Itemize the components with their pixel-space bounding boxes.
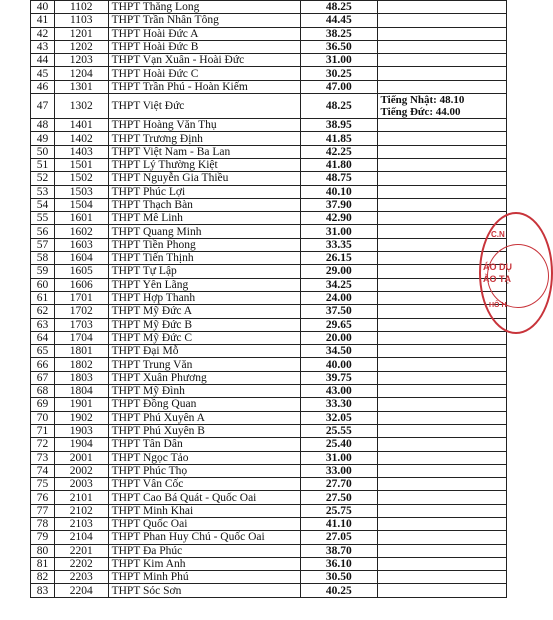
table-row bbox=[31, 544, 507, 557]
school-code-cell: 1503 bbox=[54, 185, 108, 198]
table-row bbox=[31, 385, 507, 398]
score-cell: 32.05 bbox=[301, 411, 377, 424]
school-name-cell: THPT Tự Lập bbox=[108, 265, 301, 278]
school-code-cell: 1604 bbox=[54, 252, 108, 265]
row-number-cell: 61 bbox=[31, 291, 55, 304]
row-number-cell: 60 bbox=[31, 278, 55, 291]
note-cell bbox=[377, 438, 506, 451]
table-row bbox=[31, 14, 507, 27]
score-cell: 40.00 bbox=[301, 358, 377, 371]
school-name-cell: THPT Mỹ Đức B bbox=[108, 318, 301, 331]
school-code-cell: 1601 bbox=[54, 212, 108, 225]
row-number-cell: 41 bbox=[31, 14, 55, 27]
school-name-cell: THPT Trần Phú - Hoàn Kiếm bbox=[108, 80, 301, 93]
row-number-cell: 58 bbox=[31, 252, 55, 265]
score-cell: 48.25 bbox=[301, 1, 377, 14]
school-code-cell: 2201 bbox=[54, 544, 108, 557]
school-name-cell: THPT Tiền Phong bbox=[108, 238, 301, 251]
score-cell: 48.25 bbox=[301, 94, 377, 119]
school-name-cell: THPT Minh Khai bbox=[108, 504, 301, 517]
school-name-cell: THPT Hoài Đức A bbox=[108, 27, 301, 40]
school-name-cell: THPT Phúc Thọ bbox=[108, 464, 301, 477]
school-name-cell: THPT Vạn Xuân - Hoài Đức bbox=[108, 54, 301, 67]
school-name-cell: THPT Kim Anh bbox=[108, 557, 301, 570]
school-code-cell: 2103 bbox=[54, 517, 108, 530]
school-code-cell: 2203 bbox=[54, 571, 108, 584]
row-number-cell: 72 bbox=[31, 438, 55, 451]
note-cell bbox=[377, 544, 506, 557]
table-row bbox=[31, 132, 507, 145]
school-code-cell: 1103 bbox=[54, 14, 108, 27]
row-number-cell: 43 bbox=[31, 40, 55, 53]
row-number-cell: 82 bbox=[31, 571, 55, 584]
table-row bbox=[31, 358, 507, 371]
stamp-clip bbox=[479, 200, 512, 340]
score-cell: 34.25 bbox=[301, 278, 377, 291]
table-row bbox=[31, 252, 507, 265]
note-cell bbox=[377, 67, 506, 80]
table-row bbox=[31, 438, 507, 451]
school-name-cell: THPT Mỹ Đình bbox=[108, 385, 301, 398]
table-row bbox=[31, 54, 507, 67]
school-name-cell: THPT Đại Mỗ bbox=[108, 345, 301, 358]
score-cell: 30.50 bbox=[301, 571, 377, 584]
score-cell: 40.10 bbox=[301, 185, 377, 198]
row-number-cell: 62 bbox=[31, 305, 55, 318]
table-row bbox=[31, 557, 507, 570]
note-cell bbox=[377, 491, 506, 504]
table-row bbox=[31, 265, 507, 278]
school-code-cell: 2101 bbox=[54, 491, 108, 504]
row-number-cell: 56 bbox=[31, 225, 55, 238]
note-cell bbox=[377, 27, 506, 40]
table-row bbox=[31, 67, 507, 80]
note-cell bbox=[377, 158, 506, 171]
table-row bbox=[31, 145, 507, 158]
score-cell: 36.50 bbox=[301, 40, 377, 53]
table-row bbox=[31, 1, 507, 14]
admission-score-table bbox=[30, 0, 507, 598]
note-cell bbox=[377, 40, 506, 53]
school-code-cell: 1801 bbox=[54, 345, 108, 358]
score-cell: 44.45 bbox=[301, 14, 377, 27]
school-code-cell: 1606 bbox=[54, 278, 108, 291]
school-name-cell: THPT Ngọc Tảo bbox=[108, 451, 301, 464]
table-row bbox=[31, 331, 507, 344]
table-row bbox=[31, 212, 507, 225]
official-stamp bbox=[479, 212, 553, 334]
score-cell: 31.00 bbox=[301, 451, 377, 464]
table-row bbox=[31, 318, 507, 331]
school-name-cell: THPT Việt Nam - Ba Lan bbox=[108, 145, 301, 158]
school-name-cell: THPT Tiến Thịnh bbox=[108, 252, 301, 265]
table-row bbox=[31, 478, 507, 491]
school-code-cell: 1403 bbox=[54, 145, 108, 158]
note-cell bbox=[377, 185, 506, 198]
school-code-cell: 1703 bbox=[54, 318, 108, 331]
row-number-cell: 77 bbox=[31, 504, 55, 517]
school-code-cell: 1701 bbox=[54, 291, 108, 304]
table-row bbox=[31, 424, 507, 437]
note-cell bbox=[377, 172, 506, 185]
school-code-cell: 1502 bbox=[54, 172, 108, 185]
score-cell: 27.05 bbox=[301, 531, 377, 544]
school-code-cell: 1204 bbox=[54, 67, 108, 80]
note-cell bbox=[377, 345, 506, 358]
note-line: Tiếng Đức: 44.00 bbox=[380, 106, 461, 119]
score-cell: 39.75 bbox=[301, 371, 377, 384]
school-name-cell: THPT Việt Đức bbox=[108, 94, 301, 119]
school-name-cell: THPT Quốc Oai bbox=[108, 517, 301, 530]
school-code-cell: 1501 bbox=[54, 158, 108, 171]
note-cell bbox=[377, 132, 506, 145]
school-code-cell: 1302 bbox=[54, 94, 108, 119]
row-number-cell: 54 bbox=[31, 198, 55, 211]
school-name-cell: THPT Minh Phú bbox=[108, 571, 301, 584]
table-row bbox=[31, 27, 507, 40]
school-code-cell: 1203 bbox=[54, 54, 108, 67]
score-cell: 25.55 bbox=[301, 424, 377, 437]
note-cell bbox=[377, 584, 506, 597]
row-number-cell: 46 bbox=[31, 80, 55, 93]
score-cell: 25.75 bbox=[301, 504, 377, 517]
score-cell: 38.70 bbox=[301, 544, 377, 557]
school-name-cell: THPT Trần Nhân Tông bbox=[108, 14, 301, 27]
table-row bbox=[31, 40, 507, 53]
table-row bbox=[31, 504, 507, 517]
note-cell bbox=[377, 54, 506, 67]
score-cell: 33.35 bbox=[301, 238, 377, 251]
school-name-cell: THPT Quang Minh bbox=[108, 225, 301, 238]
school-code-cell: 1504 bbox=[54, 198, 108, 211]
school-code-cell: 1301 bbox=[54, 80, 108, 93]
row-number-cell: 59 bbox=[31, 265, 55, 278]
row-number-cell: 83 bbox=[31, 584, 55, 597]
row-number-cell: 47 bbox=[31, 94, 55, 119]
table-row bbox=[31, 491, 507, 504]
score-cell: 41.10 bbox=[301, 517, 377, 530]
school-code-cell: 1803 bbox=[54, 371, 108, 384]
row-number-cell: 65 bbox=[31, 345, 55, 358]
table-row bbox=[31, 451, 507, 464]
score-cell: 43.00 bbox=[301, 385, 377, 398]
row-number-cell: 80 bbox=[31, 544, 55, 557]
school-code-cell: 1902 bbox=[54, 411, 108, 424]
school-code-cell: 1402 bbox=[54, 132, 108, 145]
row-number-cell: 73 bbox=[31, 451, 55, 464]
school-name-cell: THPT Phúc Lợi bbox=[108, 185, 301, 198]
school-name-cell: THPT Hoài Đức C bbox=[108, 67, 301, 80]
score-cell: 42.25 bbox=[301, 145, 377, 158]
row-number-cell: 76 bbox=[31, 491, 55, 504]
table-body bbox=[31, 1, 507, 598]
score-cell: 37.50 bbox=[301, 305, 377, 318]
school-name-cell: THPT Mê Linh bbox=[108, 212, 301, 225]
score-cell: 48.75 bbox=[301, 172, 377, 185]
score-cell: 47.00 bbox=[301, 80, 377, 93]
row-number-cell: 79 bbox=[31, 531, 55, 544]
note-cell bbox=[377, 94, 506, 119]
note-cell bbox=[377, 411, 506, 424]
score-cell: 33.30 bbox=[301, 398, 377, 411]
row-number-cell: 48 bbox=[31, 119, 55, 132]
row-number-cell: 42 bbox=[31, 27, 55, 40]
row-number-cell: 74 bbox=[31, 464, 55, 477]
table-row bbox=[31, 398, 507, 411]
score-cell: 41.80 bbox=[301, 158, 377, 171]
score-cell: 34.50 bbox=[301, 345, 377, 358]
school-code-cell: 2204 bbox=[54, 584, 108, 597]
score-cell: 30.25 bbox=[301, 67, 377, 80]
row-number-cell: 78 bbox=[31, 517, 55, 530]
row-number-cell: 63 bbox=[31, 318, 55, 331]
score-cell: 42.90 bbox=[301, 212, 377, 225]
table-row bbox=[31, 278, 507, 291]
table-row bbox=[31, 464, 507, 477]
school-name-cell: THPT Hoài Đức B bbox=[108, 40, 301, 53]
school-name-cell: THPT Thạch Bàn bbox=[108, 198, 301, 211]
note-cell bbox=[377, 398, 506, 411]
score-cell: 37.90 bbox=[301, 198, 377, 211]
school-name-cell: THPT Hoàng Văn Thụ bbox=[108, 119, 301, 132]
note-cell bbox=[377, 571, 506, 584]
score-cell: 20.00 bbox=[301, 331, 377, 344]
note-cell bbox=[377, 371, 506, 384]
note-cell bbox=[377, 80, 506, 93]
school-name-cell: THPT Tân Dân bbox=[108, 438, 301, 451]
score-cell: 24.00 bbox=[301, 291, 377, 304]
table-row bbox=[31, 225, 507, 238]
table-row bbox=[31, 411, 507, 424]
note-cell bbox=[377, 385, 506, 398]
note-cell bbox=[377, 1, 506, 14]
score-cell: 31.00 bbox=[301, 54, 377, 67]
school-name-cell: THPT Vân Cốc bbox=[108, 478, 301, 491]
row-number-cell: 75 bbox=[31, 478, 55, 491]
row-number-cell: 69 bbox=[31, 398, 55, 411]
school-code-cell: 1605 bbox=[54, 265, 108, 278]
score-cell: 27.50 bbox=[301, 491, 377, 504]
stamp-text-mid2: ÀO TẠ bbox=[483, 274, 511, 284]
score-cell: 41.85 bbox=[301, 132, 377, 145]
school-name-cell: THPT Phú Xuyên A bbox=[108, 411, 301, 424]
school-name-cell: THPT Lý Thường Kiệt bbox=[108, 158, 301, 171]
school-name-cell: THPT Nguyễn Gia Thiều bbox=[108, 172, 301, 185]
note-cell bbox=[377, 557, 506, 570]
school-code-cell: 2003 bbox=[54, 478, 108, 491]
stamp-text-bottom: HÔ H bbox=[489, 302, 507, 309]
school-code-cell: 1804 bbox=[54, 385, 108, 398]
score-cell: 27.70 bbox=[301, 478, 377, 491]
school-code-cell: 1201 bbox=[54, 27, 108, 40]
school-code-cell: 2202 bbox=[54, 557, 108, 570]
school-name-cell: THPT Sóc Sơn bbox=[108, 584, 301, 597]
note-cell bbox=[377, 119, 506, 132]
score-cell: 31.00 bbox=[301, 225, 377, 238]
row-number-cell: 66 bbox=[31, 358, 55, 371]
row-number-cell: 45 bbox=[31, 67, 55, 80]
school-name-cell: THPT Yên Lãng bbox=[108, 278, 301, 291]
note-line: Tiếng Nhật: 48.10 bbox=[380, 94, 465, 107]
table-row bbox=[31, 119, 507, 132]
row-number-cell: 68 bbox=[31, 385, 55, 398]
row-number-cell: 67 bbox=[31, 371, 55, 384]
note-cell bbox=[377, 504, 506, 517]
school-name-cell: THPT Trương Định bbox=[108, 132, 301, 145]
school-code-cell: 1802 bbox=[54, 358, 108, 371]
school-name-cell: THPT Trung Văn bbox=[108, 358, 301, 371]
school-name-cell: THPT Phú Xuyên B bbox=[108, 424, 301, 437]
row-number-cell: 55 bbox=[31, 212, 55, 225]
school-name-cell: THPT Đồng Quan bbox=[108, 398, 301, 411]
school-code-cell: 1202 bbox=[54, 40, 108, 53]
school-name-cell: THPT Xuân Phương bbox=[108, 371, 301, 384]
row-number-cell: 70 bbox=[31, 411, 55, 424]
school-name-cell: THPT Mỹ Đức A bbox=[108, 305, 301, 318]
score-cell: 38.95 bbox=[301, 119, 377, 132]
note-cell bbox=[377, 531, 506, 544]
row-number-cell: 51 bbox=[31, 158, 55, 171]
note-cell bbox=[377, 478, 506, 491]
table-row bbox=[31, 185, 507, 198]
table-row bbox=[31, 371, 507, 384]
score-cell: 36.10 bbox=[301, 557, 377, 570]
school-name-cell: THPT Mỹ Đức C bbox=[108, 331, 301, 344]
score-cell: 29.00 bbox=[301, 265, 377, 278]
school-code-cell: 1704 bbox=[54, 331, 108, 344]
score-cell: 29.65 bbox=[301, 318, 377, 331]
score-cell: 25.40 bbox=[301, 438, 377, 451]
school-code-cell: 1401 bbox=[54, 119, 108, 132]
school-code-cell: 2102 bbox=[54, 504, 108, 517]
row-number-cell: 81 bbox=[31, 557, 55, 570]
note-cell bbox=[377, 424, 506, 437]
table-row bbox=[31, 571, 507, 584]
school-code-cell: 1702 bbox=[54, 305, 108, 318]
note-cell bbox=[377, 145, 506, 158]
table-row bbox=[31, 305, 507, 318]
stamp-text-mid1: ÁO DỤ bbox=[483, 262, 512, 272]
row-number-cell: 52 bbox=[31, 172, 55, 185]
note-cell bbox=[377, 358, 506, 371]
school-code-cell: 1901 bbox=[54, 398, 108, 411]
table-row bbox=[31, 517, 507, 530]
table-row bbox=[31, 198, 507, 211]
row-number-cell: 57 bbox=[31, 238, 55, 251]
row-number-cell: 44 bbox=[31, 54, 55, 67]
school-code-cell: 2002 bbox=[54, 464, 108, 477]
table-row bbox=[31, 238, 507, 251]
table-row bbox=[31, 291, 507, 304]
table-row bbox=[31, 345, 507, 358]
table-row bbox=[31, 531, 507, 544]
table-row bbox=[31, 172, 507, 185]
school-name-cell: THPT Hợp Thanh bbox=[108, 291, 301, 304]
score-cell: 38.25 bbox=[301, 27, 377, 40]
score-cell: 33.00 bbox=[301, 464, 377, 477]
school-code-cell: 1904 bbox=[54, 438, 108, 451]
row-number-cell: 53 bbox=[31, 185, 55, 198]
row-number-cell: 64 bbox=[31, 331, 55, 344]
note-cell bbox=[377, 14, 506, 27]
school-name-cell: THPT Đa Phúc bbox=[108, 544, 301, 557]
row-number-cell: 49 bbox=[31, 132, 55, 145]
school-code-cell: 1903 bbox=[54, 424, 108, 437]
note-cell bbox=[377, 464, 506, 477]
row-number-cell: 71 bbox=[31, 424, 55, 437]
score-cell: 40.25 bbox=[301, 584, 377, 597]
table-row bbox=[31, 158, 507, 171]
table-row bbox=[31, 94, 507, 119]
note-cell bbox=[377, 451, 506, 464]
school-code-cell: 1603 bbox=[54, 238, 108, 251]
stamp-text-top: C.N bbox=[491, 230, 505, 239]
score-cell: 26.15 bbox=[301, 252, 377, 265]
school-code-cell: 2001 bbox=[54, 451, 108, 464]
school-name-cell: THPT Thăng Long bbox=[108, 1, 301, 14]
note-cell bbox=[377, 517, 506, 530]
school-code-cell: 2104 bbox=[54, 531, 108, 544]
row-number-cell: 40 bbox=[31, 1, 55, 14]
table-row bbox=[31, 584, 507, 597]
row-number-cell: 50 bbox=[31, 145, 55, 158]
school-name-cell: THPT Cao Bá Quát - Quốc Oai bbox=[108, 491, 301, 504]
table-row bbox=[31, 80, 507, 93]
school-name-cell: THPT Phan Huy Chú - Quốc Oai bbox=[108, 531, 301, 544]
school-code-cell: 1102 bbox=[54, 1, 108, 14]
school-code-cell: 1602 bbox=[54, 225, 108, 238]
